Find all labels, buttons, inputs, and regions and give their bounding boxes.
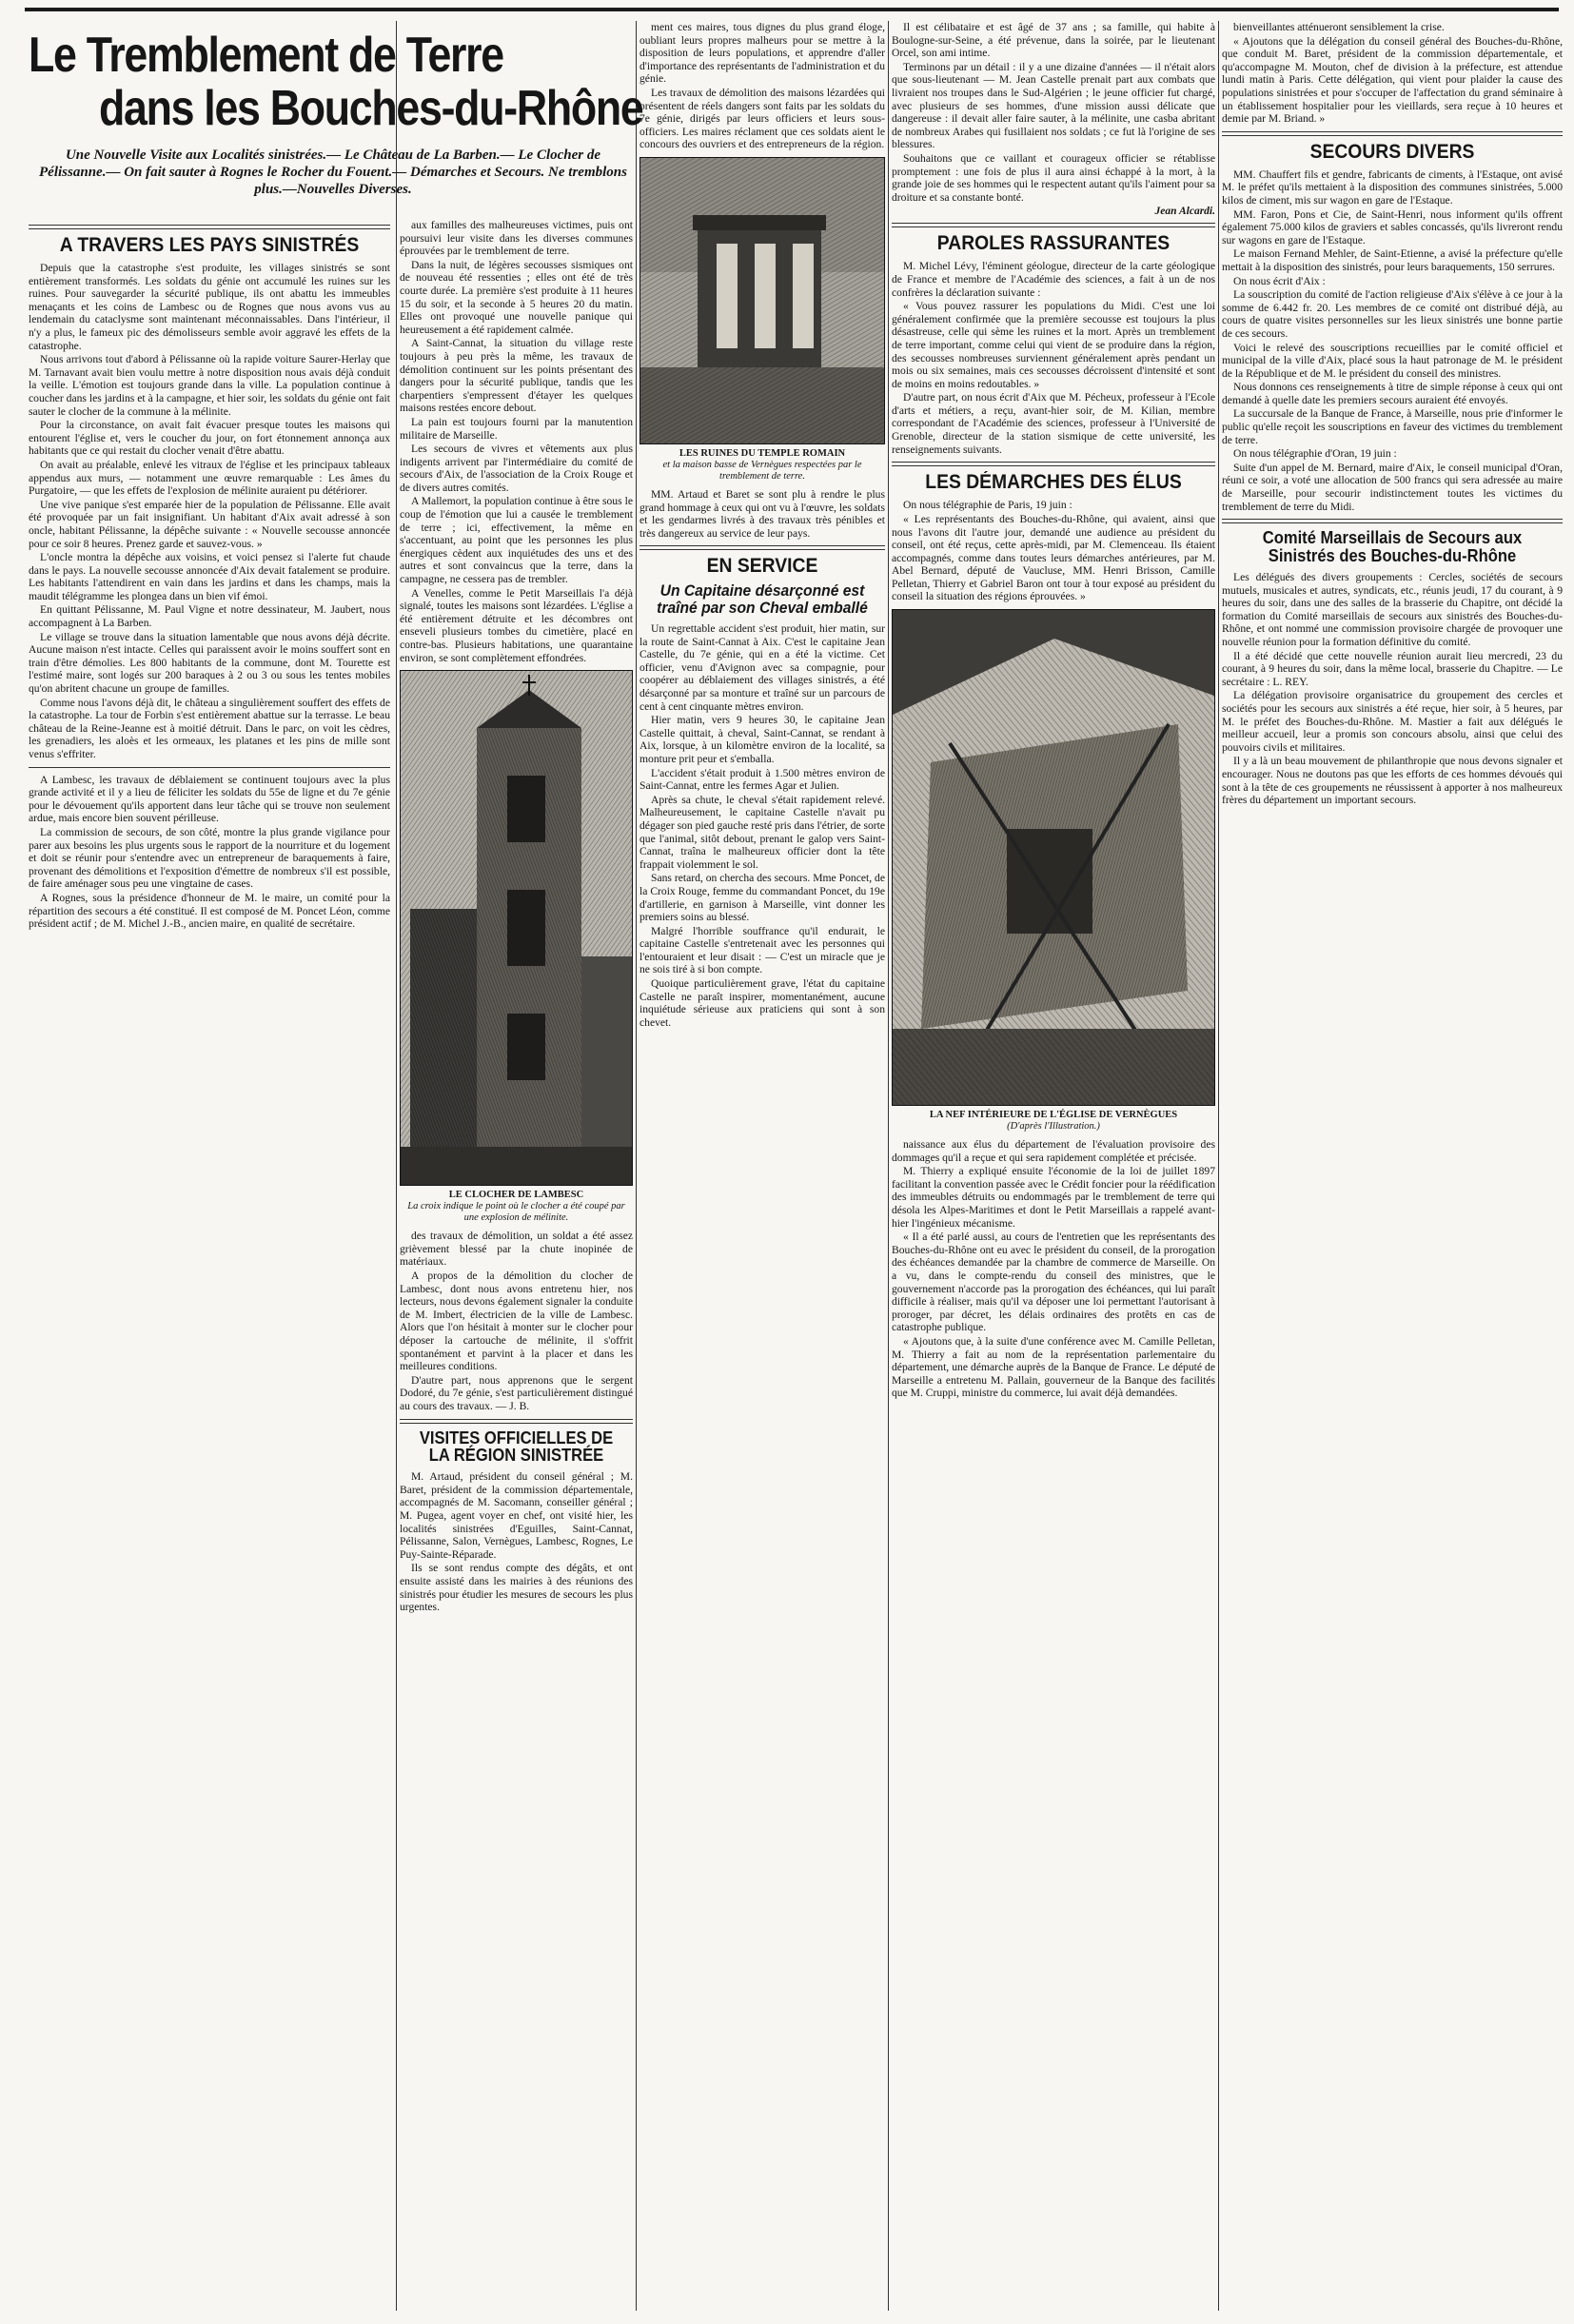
paragraph: Souhaitons que ce vaillant et courageux officier se rétablisse promptement : une fois de plus il aura ainsi échappé à la mort, à la grande joie de ses hommes qui le respectent autant qu'ils l'aiment pour sa droiture et sa constante bonté. [892, 151, 1215, 204]
paragraph: A Venelles, comme le Petit Marseillais l'a déjà signalé, toutes les maisons sont lézardées. L'église a été entièrement détruite et les décombres ont enseveli plusieurs tombes du cimetière, placé en contre-bas. Plusieurs habitations, une quarantaine environ, se sont complètement effondrées. [400, 586, 633, 664]
nef-engraving [893, 610, 1214, 1105]
section-title-visites: VISITES OFFICIELLES DE LA RÉGION SINISTRÉE [419, 1428, 614, 1466]
column-divider [396, 21, 397, 2311]
caption-subtitle: (D'après l'Illustration.) [1007, 1121, 1100, 1132]
headline-block [29, 28, 643, 198]
paragraph: A Saint-Cannat, la situation du village reste toujours à peu près la même, les travaux de démolition continuent sur les points présentant des dangers pour la sécurité publique, tandis que les charpentiers s'empressent d'étayer les quelques maisons restées encore debout. [400, 337, 633, 415]
section-rule [400, 1419, 633, 1424]
section-rule [29, 225, 390, 229]
paragraph: Les travaux de démolition des maisons lézardées qui présentent de réels dangers sont faits par les soldats du 7e génie, dirigés par leurs officiers et leurs sous-officiers. Les maires réclament que ces soldats aient le concours des ouvriers et des entrepreneurs de la région. [639, 86, 885, 151]
paragraph: Le village se trouve dans la situation lamentable que nous avons déjà décrite. Aucune maison n'est intacte. Celles qui paraissent avoir le moins souffert sont en train d'être démolies. Les 800 habitants de la commune, dont M. Tourette est l'estimé maire, sont logés sur 200 baraques à 2 ou 3 ou sous les tentes mobiles qu'on abritent chacune un groupe de familles. [29, 630, 390, 696]
headline-line-2: dans les Bouches-du-Rhône [98, 81, 643, 136]
paragraph: Après sa chute, le cheval s'était rapidement relevé. Malheureusement, le capitaine Castelle n'avait pu dégager son pied gauche resté pris dans l'étrier, de sorte que l'animal, sitôt debout, prenant le galop vers Saint-Cannat, traîna le malheureux officier dont la tête frappait violemment le sol. [639, 793, 885, 871]
paragraph: aux familles des malheureuses victimes, puis ont poursuivi leur visite dans les diverses communes éprouvées par le tremblement de terre. [400, 219, 633, 258]
paragraph: « Ajoutons que la délégation du conseil général des Bouches-du-Rhône, que conduit M. Baret, président de la commission départementale, et qu'accompagne M. Mouton, chef de division à la préfecture, est attendue lundi matin à Paris. Cette délégation, qui vient pour plaider la cause des populations sinistrées et pour s'occuper de l'affectation du grand séminaire à un établissement hospitalier pour les vieillards, sera reçue à 10 heures et demie par M. Briand. » [1222, 34, 1563, 126]
paragraph: On nous télégraphie de Paris, 19 juin : [903, 499, 1072, 512]
figure-caption [641, 448, 883, 483]
top-rule [25, 8, 1559, 11]
paragraph: Il est célibataire et est âgé de 37 ans ; sa famille, qui habite à Boulogne-sur-Seine, a été prévenue, dans la soirée, par le lieutenant Orcel, son ami intime. [892, 21, 1215, 60]
paragraph: Les délégués des divers groupements : Cercles, sociétés de secours mutuels, musicales et autres, syndicats, etc., réunis jeudi, 17 du courant, à 9 heures du soir, dans une des salles de la brasserie du Chapitre, ont décidé la formation du Comité marseillais de secours aux sinistrés des Bouches-du-Rhône, et ont nommé une commission provisoire chargée de provoquer une nouvelle réunion pour la formation définitive du comité. [1222, 571, 1563, 648]
paragraph: « Ajoutons que, à la suite d'une conférence avec M. Camille Pelletan, M. Thierry a fait au nom de la représentation parlementaire du département, une démarche auprès de la Banque de France. Le député de Marseille a entretenu M. Pallain, gouverneur de la Banque des facilités que M. Cruppi, ministre du commerce, lui avait déjà demandées. [892, 1334, 1215, 1400]
illustration-clocher-lambesc [400, 670, 633, 1186]
paragraph: Comme nous l'avons déjà dit, le château a singulièrement souffert des effets de la catastrophe. La tour de Forbin s'est entièrement abattue sur la terrasse. Le beau château de la Reine-Jeanne est à moitié détruit. Dans le parc, on voit les cèdres, les grenadiers, les aloès et les ormeaux, les platanes et les pins de mille sont venus s'effriter. [29, 696, 390, 761]
paragraph: A Lambesc, les travaux de déblaiement se continuent toujours avec la plus grande activité et il y a lieu de féliciter les soldats du 55e de ligne et du 7e génie pour le dévouement qu'ils apportent dans leur tâche qui se trouve non seulement ardue, mais encore bien souvent périlleuse. [29, 773, 390, 825]
paragraph: La délégation provisoire organisatrice du groupement des cercles et sociétés pour les secours aux sinistrés a été reçue, hier soir, à 5 heures, par M. le préfet des Bouches-du-Rhône. M. Mastier a fait aux délégués le meilleur accueil, leur a promis son concours absolu, ainsi que celui des pouvoirs civils et militaires. [1222, 689, 1563, 754]
paragraph: D'autre part, on nous écrit d'Aix que M. Pécheux, professeur à l'Ecole d'arts et métiers, a reçu, avant-hier soir, de M. Kilian, membre correspondant de l'Académie des sciences, professeur à l'Université de Grenoble, directeur de la station sismique de cette université, les renseignements suivants. [892, 391, 1215, 456]
paragraph: Depuis que la catastrophe s'est produite, les villages sinistrés se sont entièrement transformés. Les soldats du génie ont accumulé les ruines sur les ruines. Pour sauvegarder la sécurité publique, ils ont abattu les immeubles menaçants et les coins de Lambesc ou de Rognes que nous avons vus au lendemain du cataclysme sont maintenant méconnaissables. Dans l'intérieur, il n'y a plus, le fameux pic des démolisseurs semble avoir aggravé les effets de la catastrophe. [29, 262, 390, 352]
paragraph: MM. Faron, Pons et Cie, de Saint-Henri, nous informent qu'ils offrent également 75.000 kilos de graviers et sables concassés, qu'ils livreront rendu sur wagons en gare de l'Estaque. [1222, 207, 1563, 246]
paragraph: La commission de secours, de son côté, montre la plus grande vigilance pour parer aux besoins les plus urgents sous le rapport de la nourriture et du logement et doit se réunir pour s'entendre avec un entrepreneur de baraquements à faire, provenant des démolitions et l'exposition d'émettre de nombreux s'il est possible, de faire aménager sous peu une vingtaine de cases. [29, 825, 390, 891]
paragraph: ment ces maires, tous dignes du plus grand éloge, oubliant leurs propres malheurs pour se mettre à la disposition de leurs populations, et apprendre d'aller d'importance des représentants de l'administration et du génie. [639, 21, 885, 86]
section-rule [892, 223, 1215, 227]
signature: Jean Alcardi. [1154, 206, 1215, 218]
paragraph: La souscription du comité de l'action religieuse d'Aix s'élève à ce jour à la somme de 6.442 fr. 20. Les membres de ce comité ont distribué déjà, au cours de quatre visites personnelles sur les lieux sinistrés une bonne partie de ces secours. [1222, 288, 1563, 340]
paragraph: A Mallemort, la population continue à être sous le coup de l'émotion que lui a causée le tremblement de terre ; ici, effectivement, la même en s'accentuant, au point que les personnes les plus énergiques cèdent aux inquiétudes des uns et des autres et sont convaincus que la terre, dans la campagne, ne cessera pas de trembler. [400, 495, 633, 586]
paragraph: La pain est toujours fourni par la manutention militaire de Marseille. [400, 415, 633, 442]
figure-caption [894, 1110, 1213, 1132]
paragraph: Malgré l'horrible souffrance qu'il endurait, le capitaine Castelle s'entretenait avec les personnes qui l'entouraient et leur disait : — C'est un miracle que je ne sois tiré à si bon compte. [639, 924, 885, 976]
section-subtitle-service: Un Capitaine désarçonné est traîné par son Cheval emballé [657, 581, 868, 618]
paragraph: Terminons par un détail : il y a une dizaine d'années — il n'était alors que sous-lieutenant — M. Jean Castelle prenait part aux combats que livraient nos troupes dans le Sud-Algérien ; le jeune officier fut chargé, avec plusieurs de ses hommes, d'une mission aussi délicate que dangereuse : il devait aller faire sauter, à la mélinite, une casba abritant de nombreux Arabes qui fusillaient nos soldats ; ce fut là l'origine de ses blessures. [892, 60, 1215, 151]
paragraph: « Il a été parlé aussi, au cours de l'entretien que les représentants des Bouches-du-Rhône ont eu avec le président du conseil, de la prorogation des échéances demandée par la chambre de commerce de Marseille. On a vu, dans le compte-rendu du conseil des ministres, que le gouvernement n'accorde pas la prorogation des échéances, qui lui paraît difficile à réaliser, mais qu'il va déposer une loi permettant l'autorisant à proroger, par décret, les délais ordinaires des protêts en cas de catastrophe publique. [892, 1231, 1215, 1334]
paragraph: Pour la circonstance, on avait fait évacuer presque toutes les maisons qui entourent l'église et, vers le coucher du jour, on fort étonnement annonça aux habitants que ce qui restait du clocher venait d'être abattu. [29, 419, 390, 458]
paragraph: Le maison Fernand Mehler, de Saint-Etienne, a avisé la préfecture qu'elle mettait à la disposition des sinistrés, pour leurs baraquements, 150 serrures. [1222, 247, 1563, 273]
paragraph: M. Artaud, président du conseil général ; M. Baret, président de la commission départementale, accompagnés de M. Sacomann, conseiller général ; M. Pugea, agent voyer en chef, ont visité hier, les localités sinistrées d'Eguilles, Saint-Cannat, Pélissanne, Salon, Vernègues, Lambesc, Rognes, Le Puy-Sainte-Réparade. [400, 1470, 633, 1561]
illustration-nef-vernegues [892, 609, 1215, 1106]
temple-engraving [640, 158, 884, 443]
paragraph: Il a été décidé que cette nouvelle réunion aurait lieu mercredi, 23 du courant, à 9 heures du soir, dans la même local, brasserie du Chapitre. — Le secrétaire : L. REY. [1222, 649, 1563, 688]
figure-caption [402, 1190, 631, 1224]
paragraph: Quoique particulièrement grave, l'état du capitaine Castelle ne paraît inspirer, momentanément, aucune inquiétude sérieuse aux praticiens qui sont à son chevet. [639, 977, 885, 1029]
paragraph: Ils se sont rendus compte des dégâts, et ont ensuite assisté dans les mairies à des réunions des sinistrés pour étudier les mesures de secours les plus urgentes. [400, 1562, 633, 1614]
caption-subtitle: et la maison basse de Vernègues respectées par le tremblement de terre. [662, 459, 862, 482]
section-rule [1222, 519, 1563, 523]
caption-title: LA NEF INTÉRIEURE DE L'ÉGLISE DE VERNÈGUES [929, 1110, 1178, 1121]
paragraph: Nous arrivons tout d'abord à Pélissanne où la rapide voiture Saurer-Herlay que M. Tarnavant avait bien voulu mettre à notre disposition nous avais déjà conduit la veille. L'émotion est toujours grande dans la ville. La population continue à coucher dans les jardins et à la campagne, et hier soir, les soldats du génie ont fait sauter le clocher de la commune à la mélinite. [29, 353, 390, 418]
section-title-paroles: PAROLES RASSURANTES [936, 232, 1171, 255]
column-2 [400, 219, 633, 2311]
paragraph: des travaux de démolition, un soldat a été assez grièvement blessé par la chute inopinée de matériaux. [400, 1230, 633, 1269]
section-title-travers: A TRAVERS LES PAYS SINISTRÉS [59, 234, 360, 256]
section-title-secours: SECOURS DIVERS [1309, 140, 1475, 163]
paragraph: D'autre part, nous apprenons que le sergent Dodoré, du 7e génie, s'est particulièrement distingué au cours des travaux. — J. B. [400, 1373, 633, 1412]
paragraph: On nous télégraphie d'Oran, 19 juin : [1233, 447, 1397, 461]
section-rule [29, 767, 390, 768]
caption-title: LES RUINES DU TEMPLE ROMAIN [679, 447, 846, 459]
caption-title: LE CLOCHER DE LAMBESC [448, 1190, 584, 1201]
paragraph: Hier matin, vers 9 heures 30, le capitaine Jean Castelle quittait, à cheval, Saint-Cannat, se rendant à Aix, lorsque, à un kilomètre environ de la localité, sa monture prit peur et s'emballa. [639, 714, 885, 765]
section-title-comite: Comité Marseillais de Secours aux Sinistrés des Bouches-du-Rhône [1262, 528, 1523, 566]
column-divider [888, 21, 889, 2311]
paragraph: naissance aux élus du département de l'évaluation provisoire des dommages qu'il a reçue et qui sera rapidement complétée et précisée. [892, 1138, 1215, 1164]
section-rule [639, 545, 885, 550]
column-divider [1218, 21, 1219, 2311]
paragraph: Les secours de vivres et vêtements aux plus indigents arrivent par l'intermédiaire du comité de secours d'Aix, de l'association de la Croix Rouge et de divers autres comités. [400, 443, 633, 494]
paragraph: On avait au préalable, enlevé les vitraux de l'église et les principaux tableaux appendus aux murs, — notamment une œuvre remarquable : Les âmes du Purgatoire, — que les effets de l'explosion de mélinite auraient pu détériorer. [29, 458, 390, 498]
headline-deck: Une Nouvelle Visite aux Localités sinistrées.— Le Château de La Barben.— Le Clocher de Pélissanne.— On fait sauter à Rognes le Rocher du Fouent.— Démarches et Secours. Ne tremblons plus.—Nouvelles Diverses. [39, 148, 627, 197]
paragraph: Une vive panique s'est emparée hier de la population de Pélissanne. Elle avait été provoquée par un fait insignifiant. Un habitant d'Aix avait adressé à son oncle, habitant Pélissanne, la dépêche suivante : « Nouvelle secousse annoncée pour ce soir 8 heures. Prenez garde et sauvez-vous. » [29, 498, 390, 550]
column-4 [892, 21, 1215, 2311]
caption-subtitle: La croix indique le point où le clocher a été coupé par une explosion de mélinite. [407, 1201, 625, 1224]
paragraph: A Rognes, sous la présidence d'honneur de M. le maire, un comité pour la répartition des secours a été constitué. Il est composé de M. Poncet Léon, comme président actif ; de M. Michel J.-B., ancien maire, en qualité de secrétaire. [29, 891, 390, 931]
paragraph: Un regrettable accident s'est produit, hier matin, sur la route de Saint-Cannat à Aix. C'est le capitaine Jean Castelle, du 7e génie, qui en a été la victime. Cet officier, venu d'Avignon avec sa compagnie, pour coopérer au déblaiement des villages sinistrés, a été désarçonné par sa monture et traîné sur un parcours de cent à cent cinquante mètres environ. [639, 622, 885, 713]
paragraph: MM. Artaud et Baret se sont plu à rendre le plus grand hommage à ceux qui ont vu à l'œuvre, les soldats et les gendarmes livrés à des travaux très pénibles et très dangereux au service de leur pays. [639, 487, 885, 540]
paragraph: A propos de la démolition du clocher de Lambesc, dont nous avons entretenu hier, nos lecteurs, nous devons également signaler la conduite de M. Imbert, électricien de la ville de Lambesc. Alors que l'on hésitait à monter sur le clocher pour déposer la cartouche de mélinite, il s'offrit spontanément et parvint à la placer et dans les meilleures conditions. [400, 1269, 633, 1373]
paragraph: « Vous pouvez rassurer les populations du Midi. C'est une loi généralement confirmée que la première secousse est toujours la plus désastreuse, celle qui sème les ruines et la mort. Après un tremblement de terre important, comme celui qui vient de se produire dans la région, des secousses nombreuses surviennent généralement après pendant un mois ou six semaines, mais ces secousses décroissent d'intensité et sont de moins en moins redoutables. » [892, 300, 1215, 390]
paragraph: En quittant Pélissanne, M. Paul Vigne et notre dessinateur, M. Jaubert, nous accompagnent à La Barben. [29, 603, 390, 630]
clocher-engraving [401, 671, 632, 1185]
paragraph: Il y a là un beau mouvement de philanthropie que nous devons signaler et encourager. Nous ne doutons pas que les efforts de ces hommes dévoués qui sont à la tête de ces groupements ne réussissent à apporter à nos malheureux frères du département un important secours. [1222, 755, 1563, 807]
section-rule [1222, 131, 1563, 136]
section-title-service: EN SERVICE [706, 555, 818, 578]
headline-line-1: Le Tremblement de Terre [29, 28, 503, 83]
paragraph: Dans la nuit, de légères secousses sismiques ont de nouveau été ressenties ; elles ont été de très courte durée. La première s'est produite à 11 heures 15 du soir, et la seconde à 5 heures 20 du matin. Elles ont provoqué une nouvelle panique qui heureusement a été rapidement calmée. [400, 258, 633, 336]
paragraph: On nous écrit d'Aix : [1233, 274, 1326, 287]
column-1 [29, 219, 390, 2311]
section-rule [892, 462, 1215, 466]
column-5 [1222, 21, 1563, 2311]
paragraph: Nous donnons ces renseignements à titre de simple réponse à ceux qui ont demandé à quelle date les premiers secours auraient été envoyés. [1222, 381, 1563, 406]
section-title-demarches: LES DÉMARCHES DES ÉLUS [925, 471, 1182, 494]
paragraph: M. Michel Lévy, l'éminent géologue, directeur de la carte géologique de France et membre de l'Académie des sciences, a fait à un de nos confrères la déclaration suivante : [892, 260, 1215, 299]
column-3 [639, 21, 885, 2311]
paragraph: Voici le relevé des souscriptions recueillies par le comité officiel et municipal de la ville d'Aix, placé sous la haut patronage de M. le président de la République et de M. le président du conseil des ministres. [1222, 341, 1563, 380]
paragraph: MM. Chauffert fils et gendre, fabricants de ciments, à l'Estaque, ont avisé M. le préfet qu'ils mettaient à la disposition des communes sinistrées, 5.000 kilos de ciment, mis sur wagon en gare de l'Estaque. [1222, 167, 1563, 207]
paragraph: La succursale de la Banque de France, à Marseille, nous prie d'informer le public qu'elle reçoit les souscriptions en faveur des victimes du tremblement de terre. [1222, 407, 1563, 446]
paragraph: Suite d'un appel de M. Bernard, maire d'Aix, le conseil municipal d'Oran, réuni ce soir, a voté une allocation de 500 francs qui sera adressée au maire de Marseille, pour secourir indistinctement toutes les victimes du tremblement de terre du Midi. [1222, 461, 1563, 513]
paragraph: bienveillantes atténueront sensiblement la crise. [1233, 21, 1445, 33]
paragraph: L'accident s'était produit à 1.500 mètres environ de Saint-Cannat, entre les fermes Agar et Julien. [639, 766, 885, 793]
paragraph: Sans retard, on chercha des secours. Mme Poncet, de la Croix Rouge, femme du commandant Poncet, du 19e d'artillerie, en garnison à Marseille, vint donner les premiers soins au blessé. [639, 872, 885, 924]
paragraph: L'oncle montra la dépêche aux voisins, et voici pensez si l'alerte fut chaude dans le pays. La nouvelle secousse annoncée d'Aix devait fatalement se produire. Les habitants l'attendirent en vain dans les jardins et dans les champs, mais la maudit télégramme les plongea dans un bien vif émoi. [29, 551, 390, 602]
illustration-temple-romain [639, 157, 885, 444]
paragraph: « Les représentants des Bouches-du-Rhône, qui avaient, ainsi que nous l'avons dit l'autre jour, demandé une audience au président du conseil, ont été reçus, cette après-midi, par M. Clemenceau. Ils étaient accompagnés, comme dans toutes leurs démarches antérieures, par M. Abel Bernard, député de Vaucluse, MM. Henri Brisson, Camille Pelletan, Thierry et Gabriel Baron ont tour à tour exposé au président du conseil la situation des régions éprouvées. » [892, 512, 1215, 603]
paragraph: M. Thierry a expliqué ensuite l'économie de la loi de juillet 1897 facilitant la convention passée avec le Crédit foncier pour la réédification des immeubles détruits ou endommagés par le tremblement de terre qui désola les Alpes-Maritimes et dont le Petit Marseillais a rappelé avant-hier l'ingénieux mécanisme. [892, 1165, 1215, 1230]
column-divider [636, 21, 637, 2311]
